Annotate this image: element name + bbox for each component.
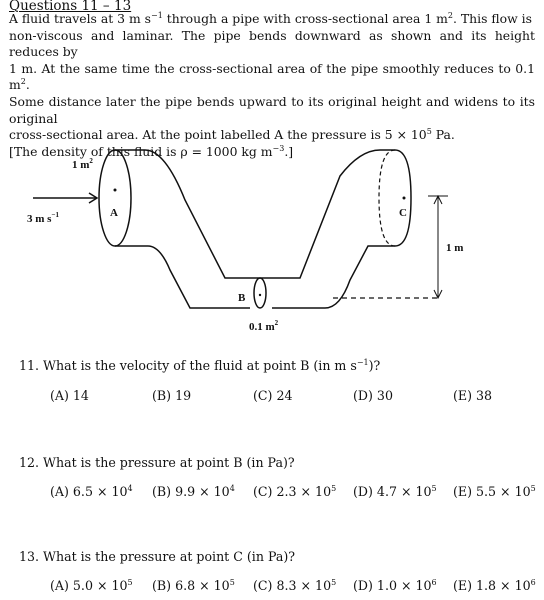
label-speed: 3 m $s^{-1}$ <box>27 211 59 225</box>
question-13-stem: 13. What is the pressure at point C (in Pa)? <box>19 549 296 564</box>
q11-option-d[interactable]: (D) 30 <box>353 388 393 403</box>
q11-option-b[interactable]: (B) 19 <box>152 388 192 403</box>
label-b: B <box>238 292 246 304</box>
point-b-dot <box>259 294 261 296</box>
label-area-top: 1 $m^2$ <box>72 157 93 171</box>
point-c-dot <box>403 197 406 200</box>
pipe-opening-a <box>99 150 131 246</box>
question-12-stem: 12. What is the pressure at point B (in Pa)? <box>19 455 295 470</box>
pipe-opening-c-back <box>379 150 395 246</box>
q12-option-a[interactable]: (A) $6.5 \times 10^4$ <box>50 484 133 499</box>
intro-line-1: A fluid travels at 3 m $s^{-1}$ through a pipe with cross-sectional area 1 $m^2$. This flow is <box>9 11 532 26</box>
label-c: C <box>399 207 407 219</box>
q12-option-e[interactable]: (E) $5.5 \times 10^5$ <box>453 484 536 499</box>
pipe-opening-b <box>254 278 266 308</box>
q13-option-e[interactable]: (E) $1.8 \times 10^6$ <box>453 578 536 593</box>
q12-option-b[interactable]: (B) $9.9 \times 10^4$ <box>152 484 235 499</box>
pipe-diagram <box>0 130 544 340</box>
point-a-dot <box>114 189 117 192</box>
intro-line-5: cross-sectional area. At the point labelled A the pressure is $5 \times 10^5$ Pa. <box>9 127 455 143</box>
q13-option-d[interactable]: (D) $1.0 \times 10^6$ <box>353 578 437 593</box>
q13-option-a[interactable]: (A) $5.0 \times 10^5$ <box>50 578 133 593</box>
q13-option-b[interactable]: (B) $6.8 \times 10^5$ <box>152 578 235 593</box>
intro-line-6: [The density of this fluid is ρ = 1000 kg $m^{-3}$.] <box>9 143 294 159</box>
q13-option-c[interactable]: (C) $8.3 \times 10^5$ <box>253 578 337 593</box>
q12-option-d[interactable]: (D) $4.7 \times 10^5$ <box>353 484 437 499</box>
label-height: 1 m <box>446 242 464 254</box>
pipe-upper-outline <box>115 150 395 278</box>
q11-option-a[interactable]: (A) 14 <box>50 388 89 403</box>
label-a: A <box>110 207 118 219</box>
intro-line-2: non-viscous and laminar. The pipe bends downward as shown and its height reduces by <box>9 27 535 60</box>
questions-header: Questions 11 – 13 <box>9 0 132 14</box>
intro-line-4: Some distance later the pipe bends upward to its original height and widens to its original <box>9 93 535 126</box>
label-area-bottom: 0.1 $m^2$ <box>249 319 279 333</box>
q12-option-c[interactable]: (C) $2.3 \times 10^5$ <box>253 484 337 499</box>
q11-option-e[interactable]: (E) 38 <box>453 388 493 403</box>
question-11-stem: 11. What is the velocity of the fluid at point B (in m $s^{-1}$)? <box>19 358 381 373</box>
q11-option-c[interactable]: (C) 24 <box>253 388 293 403</box>
intro-line-3: 1 m. At the same time the cross-sectional area of the pipe smoothly reduces to 0.1 $m^2$. <box>9 60 535 93</box>
